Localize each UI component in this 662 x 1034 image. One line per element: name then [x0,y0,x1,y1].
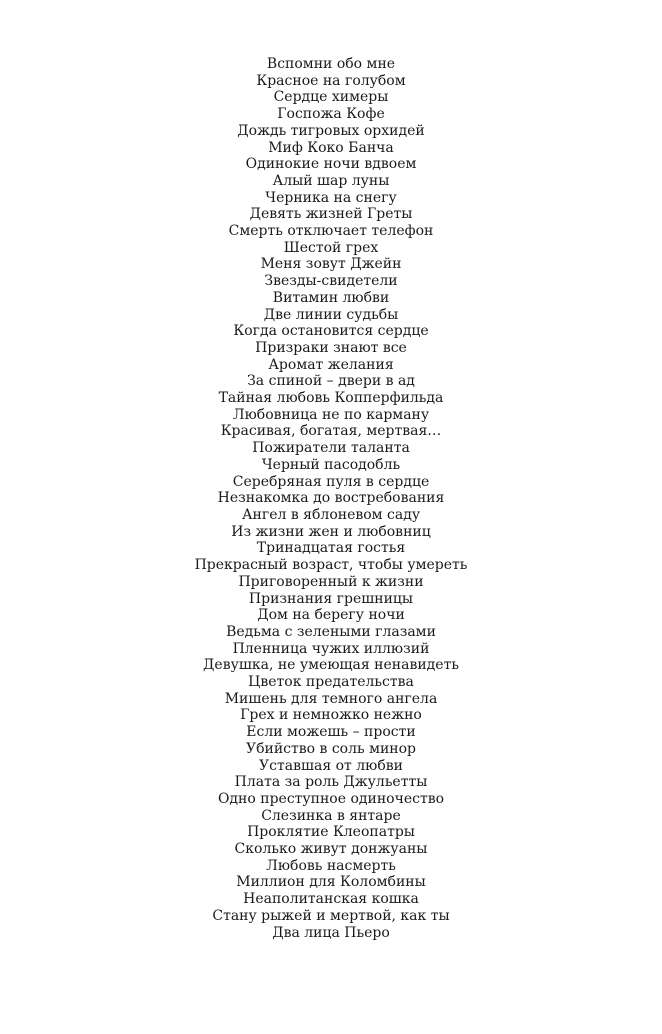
book-title: Миллион для Коломбины [236,874,426,891]
book-title: Два лица Пьеро [272,924,390,941]
book-title: Дом на берегу ночи [257,607,405,624]
book-title: Девушка, не умеющая ненавидеть [203,657,459,674]
book-title: Проклятие Клеопатры [247,824,415,841]
book-title: Неаполитанская кошка [243,891,419,908]
book-title: За спиной – двери в ад [247,373,415,390]
book-title: Вспомни обо мне [266,56,396,72]
book-title: Любовница не по карману [232,406,430,423]
book-title: Одинокие ночи вдвоем [245,156,417,173]
book-title: Уставшая от любви [259,757,403,774]
book-title: Красивая, богатая, мертвая… [220,423,442,440]
book-title: Любовь насмерть [266,857,396,874]
book-title: Звезды-свидетели [264,273,398,290]
book-title: Миф Коко Банча [268,139,394,156]
book-title: Из жизни жен и любовниц [231,523,431,540]
book-title: Сколько живут донжуаны [234,841,428,858]
book-title: Алый шар луны [272,172,390,189]
book-title: Убийство в соль минор [245,740,417,757]
book-title: Прекрасный возраст, чтобы умереть [194,557,468,574]
book-title: Аромат желания [268,356,394,373]
book-title: Грех и немножко нежно [240,707,422,724]
book-title-list [0,56,662,941]
book-title: Слезинка в янтаре [261,807,401,824]
book-title: Госпожа Кофе [277,106,385,123]
book-title: Меня зовут Джейн [260,256,402,273]
book-title: Призраки знают все [255,339,407,356]
book-page [0,56,662,941]
book-title: Шестой грех [283,239,379,256]
book-title: Если можешь – прости [246,724,416,741]
book-title: Мишень для темного ангела [224,690,438,707]
book-title: Тринадцатая гостья [256,540,406,557]
book-title: Две линии судьбы [263,306,399,323]
book-title: Ведьма с зелеными глазами [226,623,436,640]
book-title: Плата за роль Джульетты [234,774,428,791]
book-title: Девять жизней Греты [249,206,413,223]
book-title: Смерть отключает телефон [228,223,434,240]
book-title: Дождь тигровых орхидей [237,122,425,139]
book-title: Витамин любви [272,289,390,306]
book-title: Пленница чужих иллюзий [232,640,430,657]
book-title: Сердце химеры [273,89,389,106]
book-title: Цветок предательства [248,674,414,691]
book-title: Приговоренный к жизни [238,573,424,590]
book-title: Когда остановится сердце [233,323,429,340]
book-title: Пожиратели таланта [252,440,410,457]
book-title: Признания грешницы [248,590,414,607]
book-title: Одно преступное одиночество [217,790,445,807]
book-title: Черника на снегу [265,189,397,206]
book-title: Стану рыжей и мертвой, как ты [212,907,450,924]
book-title: Серебряная пуля в сердце [232,473,430,490]
book-title: Незнакомка до востребования [217,490,445,507]
book-title: Черный пасодобль [261,456,401,473]
book-title: Тайная любовь Копперфильда [218,390,444,407]
book-title: Ангел в яблоневом саду [241,506,421,523]
book-title: Красное на голубом [256,72,406,89]
